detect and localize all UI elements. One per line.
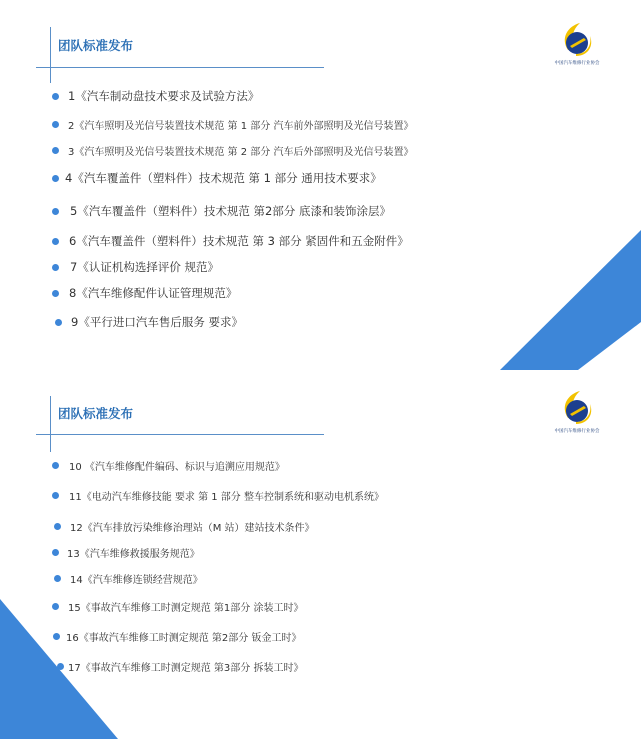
- slide-title: 团队标准发布: [58, 38, 134, 53]
- bullet-icon: [52, 238, 59, 245]
- slide-1: [0, 0, 641, 373]
- association-logo: [546, 388, 608, 436]
- list-item-text: 10 《汽车维修配件编码、标识与追溯应用规范》: [69, 462, 285, 473]
- title-vertical-line: [50, 27, 51, 83]
- list-item: [55, 314, 243, 330]
- bullet-icon: [52, 462, 59, 469]
- title-vertical-line: [50, 396, 51, 452]
- decorative-triangle: [0, 599, 120, 747]
- bullet-icon: [52, 121, 59, 128]
- bullet-icon: [52, 492, 59, 499]
- list-item-text: 3《汽车照明及光信号装置技术规范 第 2 部分 汽车后外部照明及光信号装置》: [68, 147, 414, 158]
- list-item: [54, 571, 203, 586]
- list-item: [52, 545, 200, 560]
- list-item-text: 9《平行进口汽车售后服务 要求》: [71, 315, 243, 329]
- logo-caption: 中国汽车维修行业协会: [554, 61, 600, 66]
- list-item-text: 16《事故汽车维修工时测定规范 第2部分 钣金工时》: [66, 633, 302, 644]
- bullet-icon: [52, 208, 59, 215]
- association-logo: [546, 20, 608, 68]
- list-item-text: 8《汽车维修配件认证管理规范》: [69, 286, 238, 300]
- list-item: [52, 488, 384, 503]
- bullet-icon: [52, 93, 59, 100]
- slide-2: [0, 374, 641, 747]
- list-item: [52, 203, 391, 219]
- title-horizontal-line: [36, 67, 324, 68]
- bullet-icon: [52, 175, 59, 182]
- list-item: [52, 117, 413, 132]
- list-item-text: 4《汽车覆盖件（塑料件）技术规范 第 1 部分 通用技术要求》: [65, 171, 382, 185]
- list-item-text: 7《认证机构选择评价 规范》: [70, 260, 219, 274]
- list-item: [52, 233, 409, 249]
- list-item: [52, 285, 237, 301]
- logo-emblem-icon: [546, 388, 608, 430]
- list-item: [52, 88, 259, 104]
- list-item: [52, 458, 285, 473]
- list-item-text: 11《电动汽车维修技能 要求 第 1 部分 整车控制系统和驱动电机系统》: [69, 492, 384, 503]
- bullet-icon: [52, 549, 59, 556]
- list-item-text: 5《汽车覆盖件（塑料件）技术规范 第2部分 底漆和装饰涂层》: [70, 204, 391, 218]
- slide-title: 团队标准发布: [58, 406, 134, 421]
- bullet-icon: [52, 290, 59, 297]
- logo-caption: 中国汽车维修行业协会: [554, 429, 600, 434]
- title-horizontal-line: [36, 434, 324, 435]
- list-item-text: 17《事故汽车维修工时测定规范 第3部分 拆装工时》: [68, 663, 304, 674]
- list-item-text: 13《汽车维修救援服务规范》: [67, 549, 200, 560]
- list-item-text: 12《汽车排放污染维修治理站（M 站）建站技术条件》: [70, 523, 315, 534]
- list-item-text: 15《事故汽车维修工时测定规范 第1部分 涂装工时》: [68, 603, 304, 614]
- list-item-text: 14《汽车维修连锁经营规范》: [70, 575, 203, 586]
- list-item-text: 1《汽车制动盘技术要求及试验方法》: [68, 89, 260, 103]
- bullet-icon: [52, 264, 59, 271]
- bullet-icon: [55, 319, 62, 326]
- decorative-triangle: [500, 230, 641, 373]
- list-item: [54, 519, 315, 534]
- bullet-icon: [52, 147, 59, 154]
- list-item-text: 6《汽车覆盖件（塑料件）技术规范 第 3 部分 紧固件和五金附件》: [69, 234, 409, 248]
- logo-emblem-icon: [546, 20, 608, 62]
- list-item-text: 2《汽车照明及光信号装置技术规范 第 1 部分 汽车前外部照明及光信号装置》: [68, 121, 414, 132]
- list-item: [52, 143, 413, 158]
- list-item: [52, 259, 219, 275]
- bullet-icon: [54, 523, 61, 530]
- list-item: [52, 170, 382, 186]
- bullet-icon: [54, 575, 61, 582]
